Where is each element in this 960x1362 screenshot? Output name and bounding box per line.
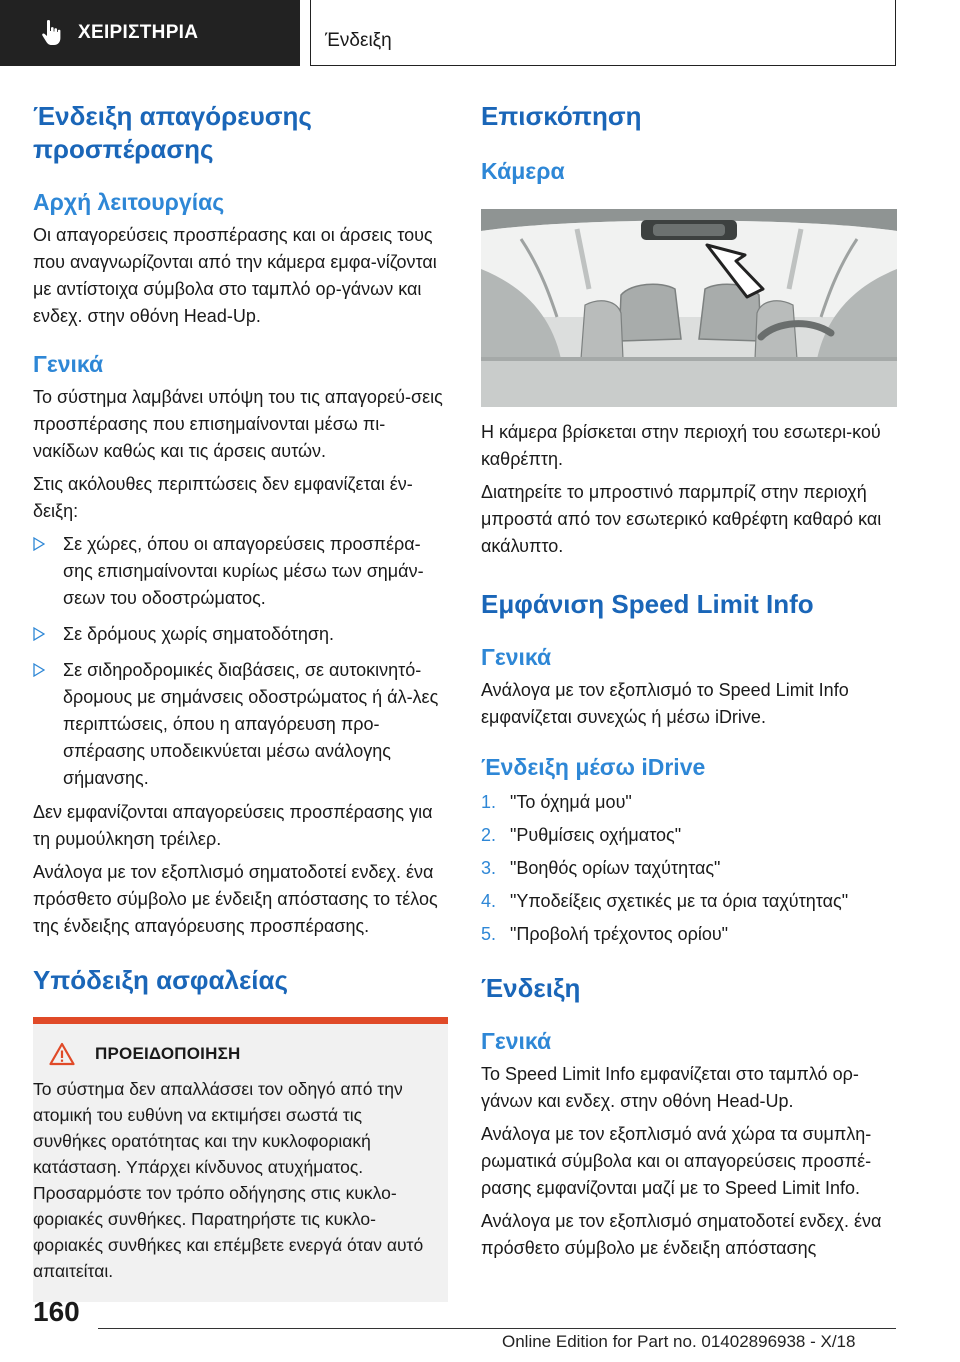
heading-principle: Αρχή λειτουργίας bbox=[33, 189, 225, 215]
edition-note: Online Edition for Part no. 01402896938 - X/18 bbox=[502, 1332, 856, 1351]
list-item[interactable] bbox=[481, 855, 896, 882]
list-item[interactable] bbox=[481, 789, 896, 816]
breadcrumb bbox=[310, 0, 896, 66]
footer-divider bbox=[98, 1328, 896, 1329]
step-text: "Προβολή τρέχοντος ορίου" bbox=[510, 924, 729, 944]
list-item[interactable] bbox=[481, 822, 896, 849]
step-number: 3. bbox=[481, 858, 497, 878]
paragraph-indication-3: Ανάλογα με τον εξοπλισμό σηματοδοτεί ενδεχ. ένα πρόσθετο σύμβολο με ένδειξη απόστασης bbox=[481, 1211, 882, 1258]
heading-indication: Ένδειξη bbox=[481, 973, 581, 1003]
triangle-right-icon bbox=[33, 663, 45, 677]
step-number: 5. bbox=[481, 924, 497, 944]
list-item bbox=[33, 621, 448, 648]
paragraph-indication-2: Ανάλογα με τον εξοπλισμό ανά χώρα τα συμπλη-ρωματικά σύμβολα και οι απαγορεύσεις προσπέ-ρασης εμφανίζονται μαζί με το Speed Limit Info. bbox=[481, 1124, 872, 1198]
step-number: 4. bbox=[481, 891, 497, 911]
warning-text: Το σύστημα δεν απαλλάσσει τον οδηγό από την ατομική του ευθύνη να εκτιμήσει σωστά τις συνθήκες ορατότητας και την κυκλοφοριακή κατάσταση. Υπάρχει κίνδυνος ατυχήματος. Προσαρμόστε τον τρόπο οδήγησης στις κυκλο-φοριακές συνθήκες. Παρατηρήστε τις κυκλο-φοριακές συνθήκες και επέμβετε ενεργά όταν αυτό απαιτείται. bbox=[33, 1079, 424, 1281]
right-column bbox=[481, 100, 896, 1262]
cases-list bbox=[33, 531, 448, 792]
hand-pointer-icon bbox=[40, 19, 64, 47]
step-text: "Το όχημά μου" bbox=[510, 792, 632, 812]
warning-title: ΠΡΟΕΙΔΟΠΟΙΗΣΗ bbox=[95, 1044, 241, 1063]
list-item[interactable] bbox=[481, 888, 896, 915]
step-text: "Βοηθός ορίων ταχύτητας" bbox=[510, 858, 721, 878]
section-tab[interactable] bbox=[0, 0, 300, 66]
heading-general-right: Γενικά bbox=[481, 644, 552, 670]
warning-triangle-icon bbox=[49, 1042, 75, 1066]
step-number: 2. bbox=[481, 825, 497, 845]
heading-camera: Κάμερα bbox=[481, 158, 565, 184]
paragraph-general-2: Στις ακόλουθες περιπτώσεις δεν εμφανίζεται έν-δειξη: bbox=[33, 474, 413, 521]
heading-general: Γενικά bbox=[33, 351, 104, 377]
camera-location-image bbox=[481, 209, 897, 407]
heading-overtaking-ban: Ένδειξη απαγόρευσης προσπέρασης bbox=[33, 101, 312, 164]
heading-speed-limit-info: Εμφάνιση Speed Limit Info bbox=[481, 589, 814, 619]
paragraph-camera-2: Διατηρείτε το μπροστινό παρμπρίζ στην περιοχή μπροστά από τον εσωτερικό καθρέφτη καθαρό και ακάλυπτο. bbox=[481, 482, 882, 556]
list-item[interactable] bbox=[481, 921, 896, 948]
section-tab-label: ΧΕΙΡΙΣΤΗΡΙΑ bbox=[78, 22, 199, 43]
left-column bbox=[33, 100, 448, 1302]
list-item-text: Σε δρόμους χωρίς σηματοδότηση. bbox=[63, 624, 335, 644]
step-text: "Ρυθμίσεις οχήματος" bbox=[510, 825, 682, 845]
triangle-right-icon bbox=[33, 537, 45, 551]
step-number: 1. bbox=[481, 792, 497, 812]
list-item-text: Σε χώρες, όπου οι απαγορεύσεις προσπέρα-σης επισημαίνονται κυρίως μέσω των σημάν-σεων του οδοστρώματος. bbox=[63, 534, 424, 608]
list-item bbox=[33, 657, 448, 792]
list-item-text: Σε σιδηροδρομικές διαβάσεις, σε αυτοκινητό-δρομους με σημάνσεις οδοστρώματος ή άλ-λες περιπτώσεις, όπου η απαγόρευση προ-σπέρασης υποδεικνύεται μέσω ανάλογης σήμανσης. bbox=[63, 660, 439, 788]
step-text: "Υποδείξεις σχετικές με τα όρια ταχύτητας" bbox=[510, 891, 849, 911]
paragraph-camera-1: Η κάμερα βρίσκεται στην περιοχή του εσωτερι-κού καθρέπτη. bbox=[481, 422, 881, 469]
paragraph-general-right: Ανάλογα με τον εξοπλισμό το Speed Limit Info εμφανίζεται συνεχώς ή μέσω iDrive. bbox=[481, 680, 849, 727]
list-item bbox=[33, 531, 448, 612]
triangle-right-icon bbox=[33, 627, 45, 641]
heading-idrive: Ένδειξη μέσω iDrive bbox=[481, 754, 706, 780]
heading-overview: Επισκόπηση bbox=[481, 101, 642, 131]
heading-safety-note: Υπόδειξη ασφαλείας bbox=[33, 965, 289, 995]
paragraph-equipment: Ανάλογα με τον εξοπλισμό σηματοδοτεί ενδεχ. ένα πρόσθετο σύμβολο με ένδειξη απόστασης το τέλος της ένδειξης απαγόρευσης προσπέρασης. bbox=[33, 862, 438, 936]
paragraph-trailer: Δεν εμφανίζονται απαγορεύσεις προσπέρασης για τη ρυμούλκηση τρέιλερ. bbox=[33, 802, 433, 849]
page-number: 160 bbox=[33, 1296, 80, 1327]
idrive-steps bbox=[481, 789, 896, 948]
warning-box bbox=[33, 1017, 448, 1302]
breadcrumb-label: Ένδειξη bbox=[325, 30, 392, 51]
paragraph-indication-1: Το Speed Limit Info εμφανίζεται στο ταμπλό ορ-γάνων και ενδεχ. στην οθόνη Head-Up. bbox=[481, 1064, 859, 1111]
paragraph-general-1: Το σύστημα λαμβάνει υπόψη του τις απαγορεύ-σεις προσπέρασης που επισημαίνονται μέσω πι-νακίδων καθώς και τις άρσεις αυτών. bbox=[33, 387, 443, 461]
paragraph-principle: Οι απαγορεύσεις προσπέρασης και οι άρσεις τους που αναγνωρίζονται από την κάμερα εμφα-νίζονται με αντίστοιχα σύμβολα στο ταμπλό ορ-γάνων και ενδεχ. στην οθόνη Head-Up. bbox=[33, 225, 437, 326]
heading-general-indication: Γενικά bbox=[481, 1028, 552, 1054]
warning-header bbox=[49, 1042, 436, 1066]
